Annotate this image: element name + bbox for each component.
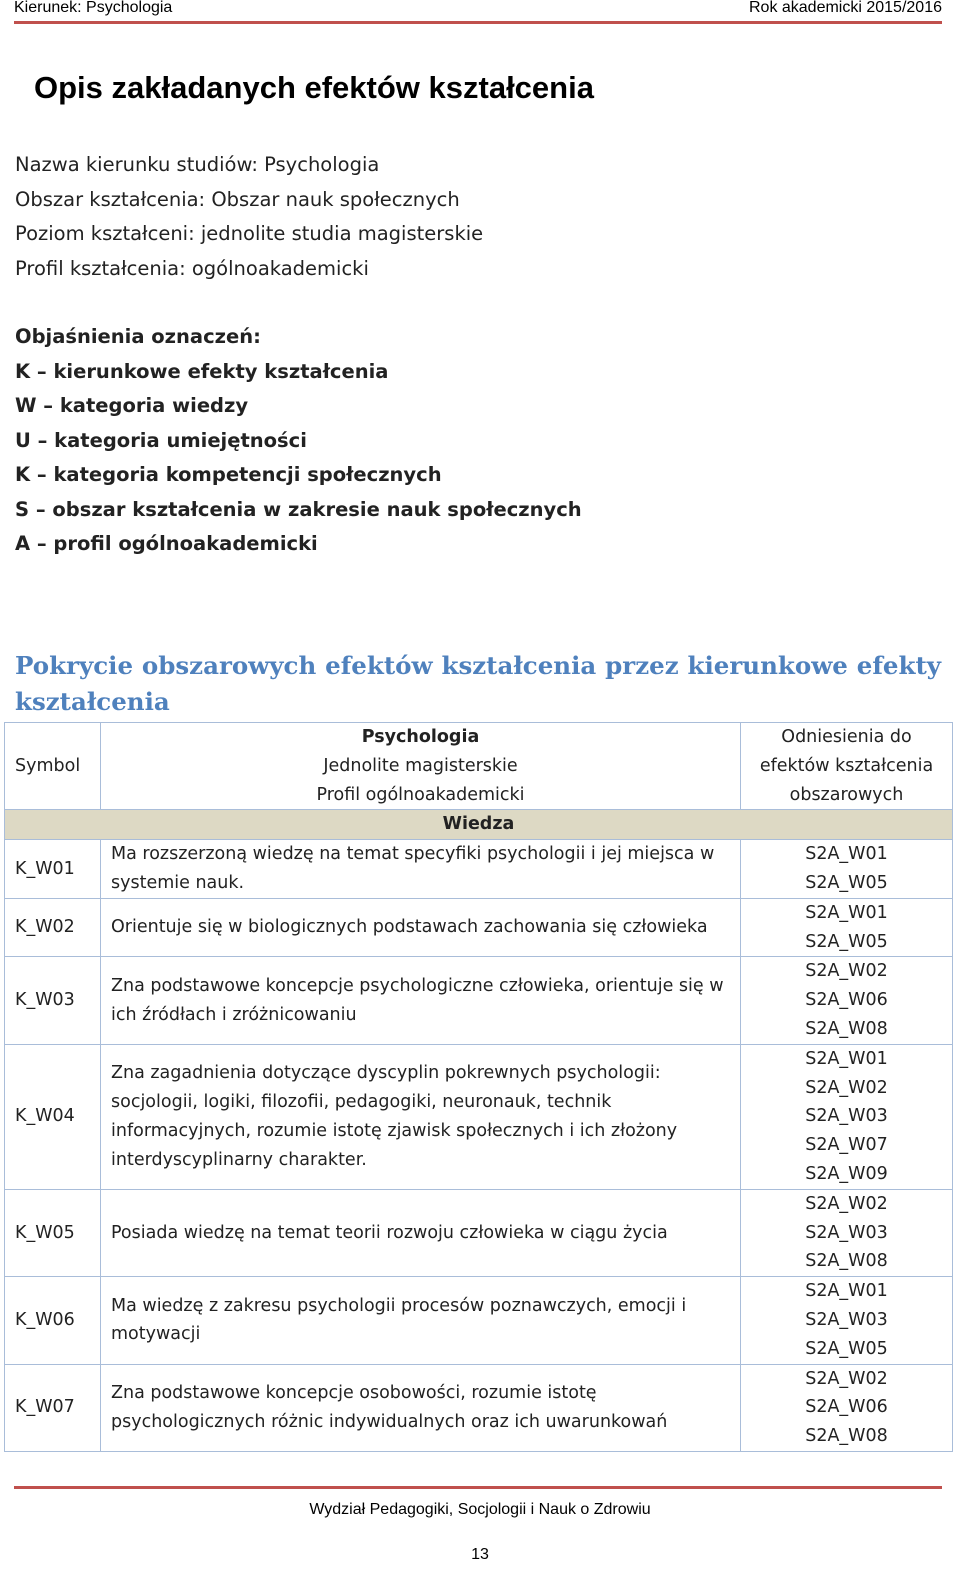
header-program-level: Jednolite magisterskie bbox=[323, 755, 518, 776]
ref-code: S2A_W06 bbox=[805, 990, 888, 1011]
legend-item: K – kategoria kompetencji społecznych bbox=[15, 463, 442, 486]
table-row bbox=[5, 957, 953, 1044]
footer-faculty: Wydział Pedagogiki, Socjologii i Nauk o Zdrowiu bbox=[309, 1501, 651, 1518]
row-description: Zna podstawowe koncepcje psychologiczne człowieka, orientuje się w ich źródłach i zróżnicowaniu bbox=[101, 957, 741, 1044]
ref-code: S2A_W03 bbox=[805, 1222, 888, 1243]
header-refs bbox=[741, 723, 953, 810]
ref-code: S2A_W05 bbox=[805, 931, 888, 952]
ref-code: S2A_W02 bbox=[805, 1077, 888, 1098]
table-row bbox=[5, 1189, 953, 1276]
row-description: Zna podstawowe koncepcje osobowości, rozumie istotę psychologicznych różnic indywidualnych oraz ich uwarunkowań bbox=[101, 1364, 741, 1451]
table-row bbox=[5, 840, 953, 899]
row-refs bbox=[741, 957, 953, 1044]
table-row bbox=[5, 898, 953, 957]
ref-code: S2A_W09 bbox=[805, 1163, 888, 1184]
ref-code: S2A_W01 bbox=[805, 1281, 888, 1302]
program-info bbox=[15, 148, 483, 286]
page-header bbox=[14, 0, 942, 24]
ref-code: S2A_W07 bbox=[805, 1135, 888, 1156]
info-line: Poziom kształceni: jednolite studia magisterskie bbox=[15, 222, 484, 245]
row-symbol: K_W03 bbox=[5, 957, 101, 1044]
page-number: 13 bbox=[471, 1546, 489, 1563]
category-label: Wiedza bbox=[5, 810, 953, 840]
row-refs bbox=[741, 1044, 953, 1189]
ref-code: S2A_W05 bbox=[805, 1338, 888, 1359]
row-symbol: K_W02 bbox=[5, 898, 101, 957]
row-description: Ma rozszerzoną wiedzę na temat specyfiki psychologii i jej miejsca w systemie nauk. bbox=[101, 840, 741, 899]
info-line: Obszar kształcenia: Obszar nauk społecznych bbox=[15, 187, 460, 211]
ref-code: S2A_W08 bbox=[805, 1251, 888, 1272]
row-refs bbox=[741, 1189, 953, 1276]
row-description: Posiada wiedzę na temat teorii rozwoju człowieka w ciągu życia bbox=[101, 1189, 741, 1276]
ref-code: S2A_W02 bbox=[805, 1193, 888, 1214]
page-title: Opis zakładanych efektów kształcenia bbox=[34, 70, 594, 105]
header-refs-line: efektów kształcenia bbox=[759, 755, 934, 776]
header-refs-line: obszarowych bbox=[789, 784, 904, 805]
row-symbol: K_W07 bbox=[5, 1364, 101, 1451]
table-header-row bbox=[5, 723, 953, 810]
row-description: Ma wiedzę z zakresu psychologii procesów poznawczych, emocji i motywacji bbox=[101, 1277, 741, 1364]
legend-item: S – obszar kształcenia w zakresie nauk społecznych bbox=[15, 497, 582, 521]
ref-code: S2A_W02 bbox=[805, 961, 888, 982]
row-refs bbox=[741, 1364, 953, 1451]
legend-item: A – profil ogólnoakademicki bbox=[15, 532, 318, 555]
table-row bbox=[5, 1044, 953, 1189]
category-row bbox=[5, 810, 953, 840]
table-row bbox=[5, 1364, 953, 1451]
ref-code: S2A_W02 bbox=[805, 1368, 888, 1389]
info-line: Profil kształcenia: ogólnoakademicki bbox=[15, 256, 369, 280]
row-refs bbox=[741, 898, 953, 957]
ref-code: S2A_W08 bbox=[805, 1426, 888, 1447]
row-symbol: K_W06 bbox=[5, 1277, 101, 1364]
header-refs-line: Odniesienia do bbox=[781, 727, 912, 747]
ref-code: S2A_W05 bbox=[805, 872, 888, 893]
legend-item: W – kategoria wiedzy bbox=[15, 394, 249, 417]
section-title: Pokrycie obszarowych efektów kształcenia przez kierunkowe efekty kształcenia bbox=[15, 651, 941, 716]
legend-item: K – kierunkowe efekty kształcenia bbox=[15, 359, 389, 383]
ref-code: S2A_W03 bbox=[805, 1106, 888, 1127]
row-symbol: K_W01 bbox=[5, 840, 101, 899]
row-description: Orientuje się w biologicznych podstawach zachowania się człowieka bbox=[101, 898, 741, 957]
header-academic-year: Rok akademicki 2015/2016 bbox=[748, 0, 942, 16]
ref-code: S2A_W01 bbox=[805, 844, 888, 865]
row-refs bbox=[741, 840, 953, 899]
ref-code: S2A_W08 bbox=[805, 1018, 888, 1039]
learning-outcomes-table bbox=[4, 722, 953, 1452]
row-refs bbox=[741, 1277, 953, 1364]
header-course: Kierunek: Psychologia bbox=[14, 0, 173, 16]
row-symbol: K_W04 bbox=[5, 1044, 101, 1189]
ref-code: S2A_W01 bbox=[805, 1048, 888, 1069]
header-program-name: Psychologia bbox=[361, 727, 480, 747]
row-description: Zna zagadnienia dotyczące dyscyplin pokrewnych psychologii: socjologii, logiki, filozofii, pedagogiki, neuronauk, technik informacyjnych, rozumie istotę zjawisk społecznych i ich złożony interdyscyplinarny charakter. bbox=[101, 1044, 741, 1189]
legend bbox=[15, 320, 582, 562]
row-symbol: K_W05 bbox=[5, 1189, 101, 1276]
info-line: Nazwa kierunku studiów: Psychologia bbox=[15, 153, 380, 176]
header-program-profile: Profil ogólnoakademicki bbox=[316, 784, 525, 805]
ref-code: S2A_W03 bbox=[805, 1309, 888, 1330]
ref-code: S2A_W01 bbox=[805, 902, 888, 923]
ref-code: S2A_W06 bbox=[805, 1397, 888, 1418]
legend-item: U – kategoria umiejętności bbox=[15, 428, 307, 452]
table-row bbox=[5, 1277, 953, 1364]
header-symbol: Symbol bbox=[5, 723, 101, 810]
legend-heading: Objaśnienia oznaczeń: bbox=[15, 325, 261, 348]
footer-divider bbox=[14, 1486, 942, 1489]
header-program bbox=[101, 723, 741, 810]
